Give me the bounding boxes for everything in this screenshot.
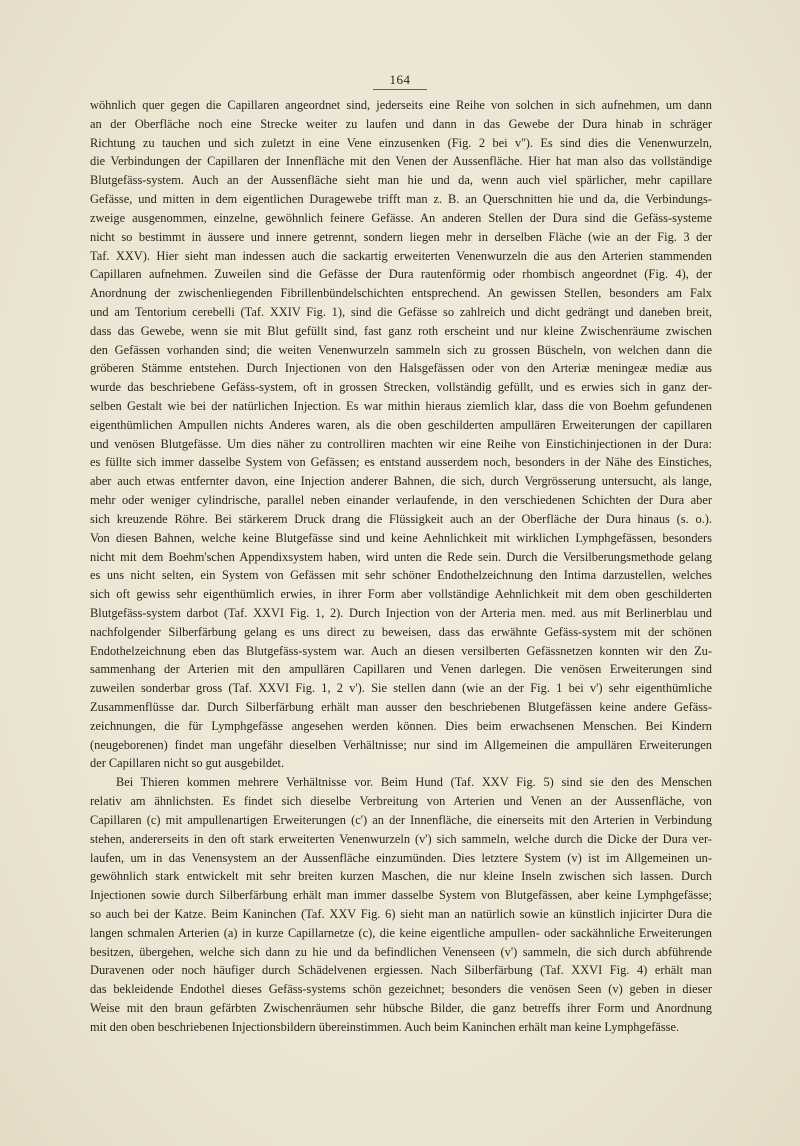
text-line: wurde das beschriebene Gefäss-system, oft in grossen Strecken, vollständig gefüllt, und es erwies sich in ganz der- [90,380,712,395]
text-line: nachfolgender Silberfärbung gelang es uns direct zu beweisen, dass das erwähnte Gefäss-system mit der schönen [90,624,712,639]
page-number: 164 [389,72,411,87]
text-line: (neugeborenen) findet man ungefähr dieselben Verhältnisse; nur sind im Allgemeinen die ampullären Erweiterungen [90,737,712,752]
text-line: sammenhang der Arterien mit den ampullären Capillaren und Venen darlegen. Die venösen Erweiterungen sind [90,662,712,677]
text-line: es uns nicht selten, ein System von Gefässen mit sehr schöner Endothelzeichnung den Intima darzustellen, welches [90,568,712,583]
text-line: Duravenen oder noch häufiger durch Schädelvenen ergiessen. Nach Silberfärbung (Taf. XXVI Fig. 4) erhält man [90,963,712,978]
text-line: die Verbindungen der Capillaren der Innenfläche mit den Venen der Aussenfläche. Hier hat man also das vollständige [90,154,712,169]
text-line: sich kreuzende Röhre. Bei stärkerem Druck drang die Flüssigkeit auch an der Oberfläche der Dura hinaus (s. o.). [90,511,712,526]
text-line: Von diesen Bahnen, welche keine Blutgefässe sind und keine Aehnlichkeit mit wirklichen Lymphgefässen, besonders [90,530,712,545]
text-line: Taf. XXV). Hier sieht man indessen auch die sackartig erweiterten Venenwurzeln die aus den Arterien stammenden [90,248,712,263]
text-line: nicht so bestimmt in äussere und innere getrennt, sondern liegen mehr in derselben Fläche (wie an der Fig. 3 der [90,229,712,244]
body-text [90,96,712,1037]
text-line: gröberen Stämme entstehen. Durch Injectionen von den Halsgefässen oder von den Arteriæ meningeæ mediæ aus [90,361,712,376]
text-line: laufen, um in das Venensystem an der Aussenfläche einzumünden. Dies letztere System (v) ist im Allgemeinen un- [90,850,712,865]
text-line: wöhnlich quer gegen die Capillaren angeordnet sind, jederseits eine Reihe von solchen in sich aufnehmen, um dann [90,98,712,112]
text-line: eigenthümlichen Ampullen nichts Anderes waren, als die oben geschilderten ampullären Erweiterungen der capillaren [90,417,712,432]
text-line: der Capillaren nicht so gut ausgebildet. [90,756,285,771]
paragraph [90,773,712,1036]
text-line: langen schmalen Arterien (a) in kurze Capillarnetze (c), die keine eigentliche ampullen- oder sackähnliche Erweiterungen [90,925,712,940]
text-line: Weise mit den braun gefärbten Zwischenräumen sehr hübsche Bilder, die ganz betreffs ihrer Form und Anordnung [90,1001,712,1015]
paragraph [90,96,712,773]
text-line: Blutgefäss-system darbot (Taf. XXVI Fig. 1, 2). Durch Injection von der Arteria men. med. aus mit Berlinerblau und [90,605,712,620]
text-line: Capillaren (c) mit ampullenartigen Erweiterungen (c') an der Innenfläche, die einerseits mit den Arterien in Verbindung [90,812,712,827]
text-line: mehr oder weniger cylindrische, parallel neben einander verlaufende, in den verschiedenen Schichten der Dura aber [90,493,712,508]
text-line: den Gefässen vorhanden sind; die weiten Venenwurzeln sammeln sich zu grossen Büscheln, von welchen dann die [90,342,712,357]
text-line: zuweilen sonderbar gross (Taf. XXVI Fig. 1, 2 v'). Sie stellen dann (wie an der Fig. 1 bei v') sehr eigenthümliche [90,681,712,696]
text-line: Capillaren aufnehmen. Zuweilen sind die Gefässe der Dura rautenförmig oder rhombisch angeordnet (Fig. 4), der [90,267,712,282]
text-line: stehen, andererseits in den oft stark erweiterten Venenwurzeln (v') sich sammeln, welche durch die Dicke der Dura ver- [90,831,712,846]
text-line: zeichnungen, die für Lymphgefässe angesehen werden können. Dies beim erwachsenen Menschen. Bei Kindern [90,718,712,733]
text-line: Endothelzeichnung eben das Blutgefäss-system war. Auch an diesen versilberten Gefässnetzen konnten wir den Zu- [90,643,712,658]
text-line: und am Tentorium cerebelli (Taf. XXIV Fig. 1), sind die Gefässe so zahlreich und dicht gedrängt und daneben breit, [90,304,712,319]
text-line: selben Gestalt wie bei der natürlichen Injection. Es war mithin hieraus ziemlich klar, dass die von Boehm gefundenen [90,399,712,413]
text-line: mit den oben beschriebenen Injectionsbildern übereinstimmen. Auch beim Kaninchen erhält man keine Lymphgefässe. [90,1019,680,1034]
text-line: dass das Gewebe, wenn sie mit Blut gefüllt sind, fast ganz roth erscheint und nur kleine Zwischenräume zwischen [90,323,712,338]
page-number-rule [373,89,427,90]
text-line: und venösen Blutgefässe. Um dies näher zu controlliren machten wir eine Reihe von Einstichinjectionen in der Dura: [90,436,712,451]
text-line: Gefässe, und mitten in dem eigentlichen Duragewebe trifft man z. B. an Querschnitten hie und da, die Verbindungs- [90,192,712,207]
text-line: Zusammenflüsse dar. Durch Silberfärbung erhält man ausser den beschriebenen Blutgefässen keine andere Gefäss- [90,700,712,714]
text-line: besitzen, übergehen, welche sich dann zu hie und da befindlichen Venenseen (v') sammeln, die sich durch abführende [90,944,712,959]
text-line: zweige ausgenommen, einzelne, gewöhnlich feinere Gefässe. An anderen Stellen der Dura sind die Gefäss-systeme [90,210,712,225]
text-line: Injectionen sowie durch Silberfärbung erhält man immer dasselbe System von Blutgefässen, aber keine Lymphgefässe; [90,888,712,903]
text-line: so auch bei der Katze. Beim Kaninchen (Taf. XXV Fig. 6) sieht man an natürlich sowie an künstlich injicirter Dura die [90,906,712,921]
text-line: Anordnung der zwischenliegenden Fibrillenbündelschichten entsprechend. An gewissen Stellen, besonders am Falx [90,286,712,301]
text-line: das bekleidende Endothel dieses Gefäss-systems schön gezeichnet; besonders die venösen Seen (v) geben in dieser [90,982,712,997]
text-line: es füllte sich immer dasselbe System von Gefässen; es entstand ausserdem noch, besonders in der Nähe des Einstiches, [90,455,712,470]
text-line: relativ am ähnlichsten. Es findet sich dieselbe Verbreitung von Arterien und Venen an der Aussenfläche, von [90,794,712,809]
text-line: sich oft gewiss sehr eigenthümlich erwies, in ihrer Form aber vollständige Aehnlichkeit mit dem oben geschilderten [90,587,712,602]
text-line: Bei Thieren kommen mehrere Verhältnisse vor. Beim Hund (Taf. XXV Fig. 5) sind sie den des Menschen [116,775,712,790]
text-line: Richtung zu tauchen und sich zuletzt in eine Vene einzusenken (Fig. 2 bei v''). Es sind dies die Venenwurzeln, [90,135,712,150]
text-line: gewöhnlich stark entwickelt mit sehr breiten kurzen Maschen, die nur kleine Inseln zwischen sich lassen. Durch [90,869,712,884]
text-line: an der Oberfläche noch eine Strecke weiter zu laufen und dann in das Gewebe der Dura hinab in schräger [90,116,712,131]
text-line: nicht mit dem Boehm'schen Appendixsystem haben, wird unten die Rede sein. Durch die Versilberungsmethode gelang [90,549,712,564]
text-line: aber auch etwas entfernter davon, eine Injection anderer Bahnen, die sich, durch Vergrösserung untersucht, als lange, [90,474,712,489]
text-line: Blutgefäss-system. Auch an der Aussenfläche sieht man hie und da, wenn auch viel spärlicher, mehr capillare [90,173,712,188]
